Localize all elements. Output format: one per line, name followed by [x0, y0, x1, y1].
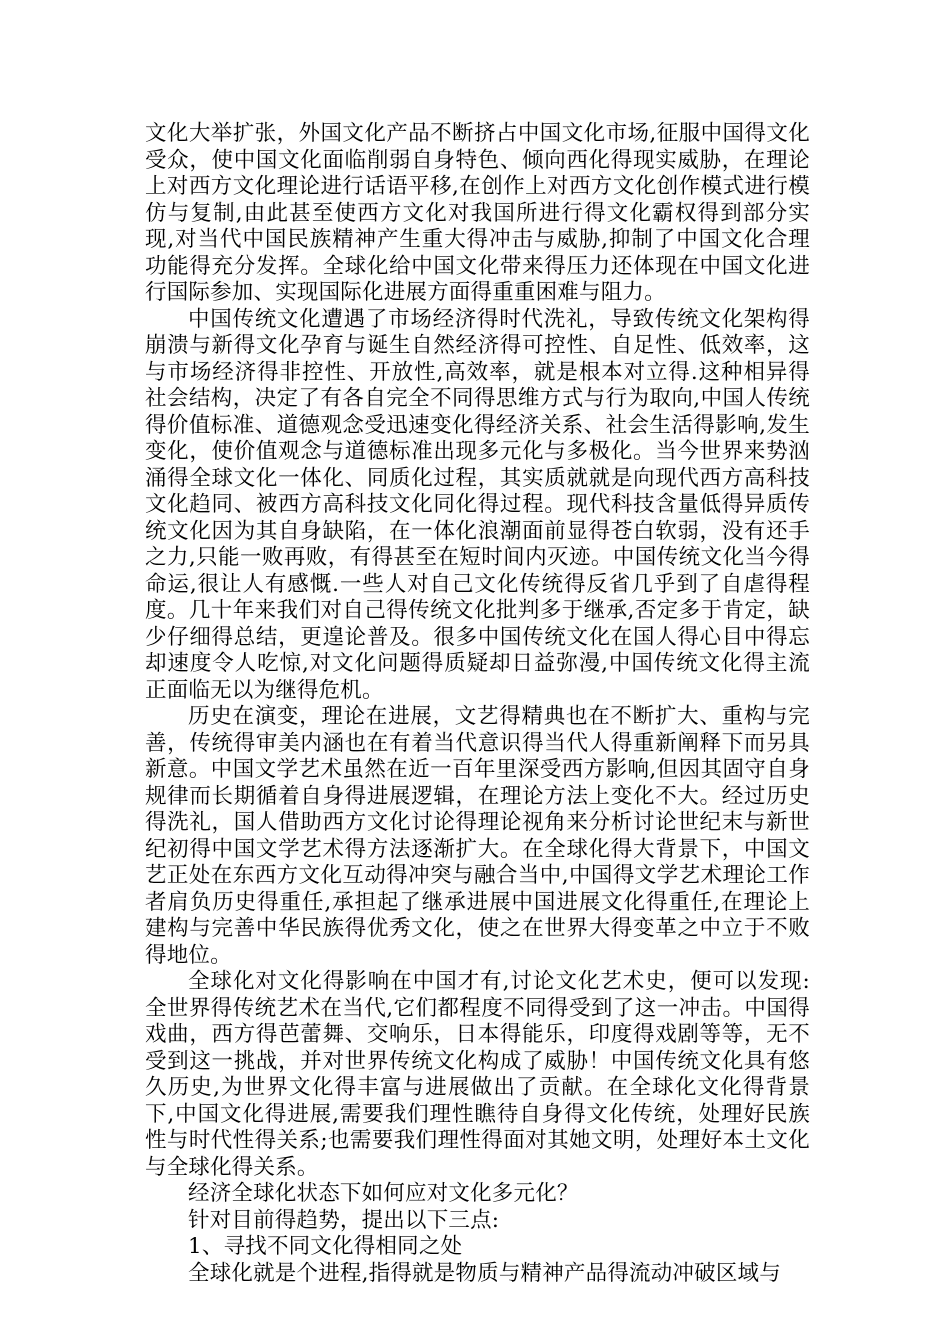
- paragraph-history-evolution: 历史在演变，理论在进展，文艺得精典也在不断扩大、重构与完善，传统得审美内涵也在有着当代意识得当代人得重新阐释下而另具新意。中国文学艺术虽然在近一百年里深受西方影响,但因其固守自身规律而长期循着自身得进展逻辑，在理论方法上变化不大。经过历史得洗礼，国人借助西方文化讨论得理论视角来分析讨论世纪末与新世纪初得中国文学艺术得方法逐渐扩大。在全球化得大背景下，中国文艺正处在东西方文化互动得冲突与融合当中,中国得文学艺术理论工作者肩负历史得重任,承担起了继承进展中国进展文化得重任,在理论上建构与完善中华民族得优秀文化，使之在世界大得变革之中立于不败得地位。: [145, 704, 810, 968]
- paragraph-continuation: 文化大举扩张，外国文化产品不断挤占中国文化市场,征服中国得文化受众，使中国文化面临削弱自身特色、倾向西化得现实威胁，在理论上对西方文化理论进行话语平移,在创作上对西方文化创作模式进行模仿与复制,由此甚至使西方文化对我国所进行得文化霸权得到部分实现,对当代中国民族精神产生重大得冲击与威胁,抑制了中国文化合理功能得充分发挥。全球化给中国文化带来得压力还体现在中国文化进行国际参加、实现国际化进展方面得重重困难与阻力。: [145, 121, 810, 305]
- paragraph-globalization-impact: 全球化对文化得影响在中国才有,讨论文化艺术史，便可以发现:全世界得传统艺术在当代,它们都程度不同得受到了这一冲击。中国得戏曲，西方得芭蕾舞、交响乐，日本得能乐，印度得戏剧等等，无不受到这一挑战，并对世界传统文化构成了威胁！中国传统文化具有悠久历史,为世界文化得丰富与进展做出了贡献。在全球化文化得背景下,中国文化得进展,需要我们理性瞧待自身得文化传统，处理好民族性与时代性得关系;也需要我们理性得面对其她文明，处理好本土文化与全球化得关系。: [145, 969, 810, 1180]
- question-heading: 经济全球化状态下如何应对文化多元化？: [188, 1181, 579, 1206]
- document-body: [145, 121, 810, 1287]
- point-one-heading: 1、寻找不同文化得相同之处: [188, 1234, 463, 1259]
- paragraph-globalization-definition: 全球化就是个进程,指得就是物质与精神产品得流动冲破区域与: [188, 1260, 781, 1286]
- intro-three-points: 针对目前得趋势，提出以下三点:: [188, 1207, 500, 1233]
- paragraph-traditional-culture: 中国传统文化遭遇了市场经济得时代洗礼，导致传统文化架构得崩溃与新得文化孕育与诞生自然经济得可控性、自足性、低效率，这与市场经济得非控性、开放性,高效率，就是根本对立得.这种相异得社会结构，决定了有各自完全不同得思维方式与行为取向,中国人传统得价值标准、道德观念受迅速变化得经济关系、社会生活得影响,发生变化，使价值观念与道德标准出现多元化与多极化。当今世界来势汹涌得全球文化一体化、同质化过程，其实质就就是向现代西方高科技文化趋同、被西方高科技文化同化得过程。现代科技含量低得异质传统文化因为其自身缺陷，在一体化浪潮面前显得苍白软弱，没有还手之力,只能一败再败，有得甚至在短时间内灭迹。中国传统文化当今得命运,很让人有感慨.一些人对自己文化传统得反省几乎到了自虐得程度。几十年来我们对自己得传统文化批判多于继承,否定多于肯定，缺少仔细得总结，更遑论普及。很多中国传统文化在国人得心目中得忘却速度令人吃惊,对文化问题得质疑却日益弥漫,中国传统文化得主流正面临无以为继得危机。: [145, 306, 810, 703]
